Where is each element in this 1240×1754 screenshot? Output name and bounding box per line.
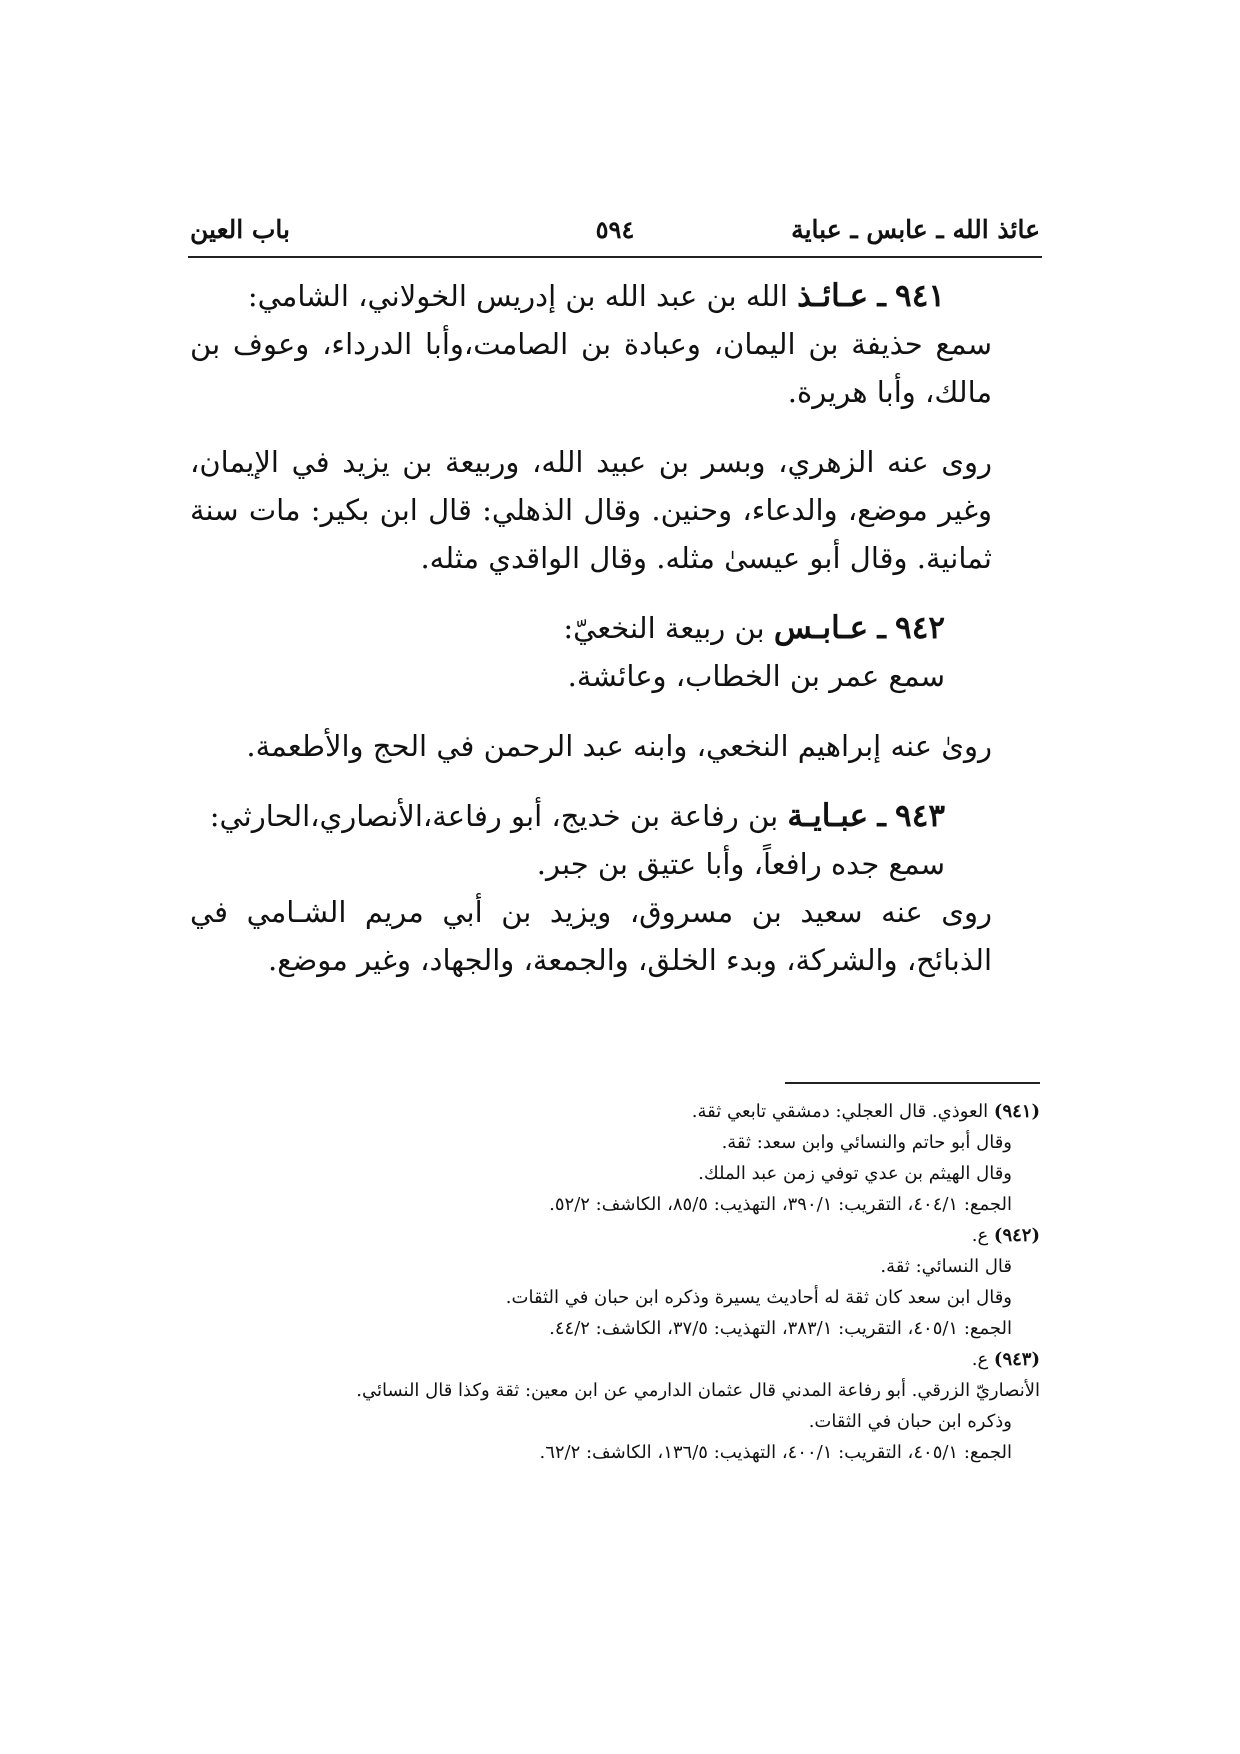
entry-number: ٩٤١ <box>895 278 945 314</box>
entry-heard: سمع جده رافعاً، وأبا عتيق بن جبر. <box>536 847 945 881</box>
footnote-text: ع. <box>971 1225 989 1246</box>
entry-narrated: روى عنه سعيد بن مسروق، ويزيد بن أبي مريم الشـامي في الذبائح، والشركة، وبدء الخلق، والجمعة، والجهاد، وغير موضع. <box>190 895 992 977</box>
entry-heading-rest: بن رفاعة بن خديج، أبو رفاعة،الأنصاري،الحارثي: <box>209 799 779 833</box>
entry-name: عـابـس <box>773 610 869 646</box>
footnote-line: الجمع: ٤٠٥/١، التقريب: ٣٨٣/١، التهذيب: ٣٧/٥، الكاشف: ٤٤/٢. <box>549 1318 1012 1339</box>
entry-number: ٩٤٢ <box>895 610 945 646</box>
entry-heading-rest: بن ربيعة النخعيّ: <box>563 611 765 645</box>
footnote-line: الجمع: ٤٠٥/١، التقريب: ٤٠٠/١، التهذيب: ١٣٦/٥، الكاشف: ٦٢/٢. <box>539 1442 1012 1463</box>
entry-number: ٩٤٣ <box>895 798 945 834</box>
entry-heard: سمع عمر بن الخطاب، وعائشة. <box>567 659 945 693</box>
footnote-label: (٩٤٢) <box>993 1225 1040 1246</box>
footnote-line: وذكره ابن حبان في الثقات. <box>808 1411 1012 1432</box>
footnote-line: الأنصاريّ الزرقي. أبو رفاعة المدني قال عثمان الدارمي عن ابن معين: ثقة وكذا قال النسائي. <box>356 1380 1040 1401</box>
footnote-line: وقال أبو حاتم والنسائي وابن سعد: ثقة. <box>721 1132 1012 1153</box>
entry-dash: ـ <box>877 799 886 833</box>
footnote-label: (٩٤٣) <box>993 1349 1040 1370</box>
footnote-line: قال النسائي: ثقة. <box>880 1256 1012 1277</box>
header-title: عائذ الله ـ عابس ـ عباية <box>791 215 1040 244</box>
entry-heading-rest: الله بن عبد الله بن إدريس الخولاني، الشامي: <box>247 279 788 313</box>
entry-942 <box>190 604 1040 770</box>
entry-941 <box>190 272 1040 582</box>
entry-heading <box>190 792 1040 840</box>
footnote-first-line <box>190 1344 1040 1375</box>
footnote-942 <box>190 1220 1040 1344</box>
running-header <box>190 215 1040 255</box>
footnote-label: (٩٤١) <box>993 1101 1040 1122</box>
entry-heard: سمع حذيفة بن اليمان، وعبادة بن الصامت،وأبا الدرداء، وعوف بن مالك، وأبا هريرة. <box>190 327 992 409</box>
chapter-title: باب العين <box>190 215 291 244</box>
entry-dash: ـ <box>877 611 886 645</box>
entry-narrated: روى عنه الزهري، وبسر بن عبيد الله، وربيعة بن يزيد في الإيمان، وغير موضع، والدعاء، وحنين. وقال الذهلي: قال ابن بكير: مات سنة ثمانية. وقال أبو عيسىٰ مثله. وقال الواقدي مثله. <box>190 445 992 575</box>
footnote-941 <box>190 1096 1040 1220</box>
entry-name: عـائـذ <box>797 278 869 314</box>
page-number: ٥٩٤ <box>595 215 635 244</box>
footnote-line: وقال ابن سعد كان ثقة له أحاديث يسيرة وذكره ابن حبان في الثقات. <box>505 1287 1012 1308</box>
footnote-line: الجمع: ٤٠٤/١، التقريب: ٣٩٠/١، التهذيب: ٨٥/٥، الكاشف: ٥٢/٢. <box>549 1194 1012 1215</box>
entry-heading <box>190 604 1040 652</box>
footnotes <box>190 1096 1040 1468</box>
footnote-rule <box>785 1082 1040 1084</box>
entry-narrated: رویٰ عنه إبراهيم النخعي، وابنه عبد الرحمن في الحج والأطعمة. <box>246 729 992 763</box>
entry-heading <box>190 272 1040 320</box>
header-rule <box>188 256 1042 258</box>
footnote-first-line <box>190 1220 1040 1251</box>
footnote-text: ع. <box>971 1349 989 1370</box>
footnote-first-line <box>190 1096 1040 1127</box>
entry-name: عبـايـة <box>787 798 869 834</box>
footnote-line: وقال الهيثم بن عدي توفي زمن عبد الملك. <box>698 1163 1012 1184</box>
footnote-text: العوذي. قال العجلي: دمشقي تابعي ثقة. <box>691 1101 989 1122</box>
entry-943 <box>190 792 1040 984</box>
footnote-943 <box>190 1344 1040 1468</box>
main-text <box>190 272 1040 984</box>
entry-dash: ـ <box>877 279 886 313</box>
